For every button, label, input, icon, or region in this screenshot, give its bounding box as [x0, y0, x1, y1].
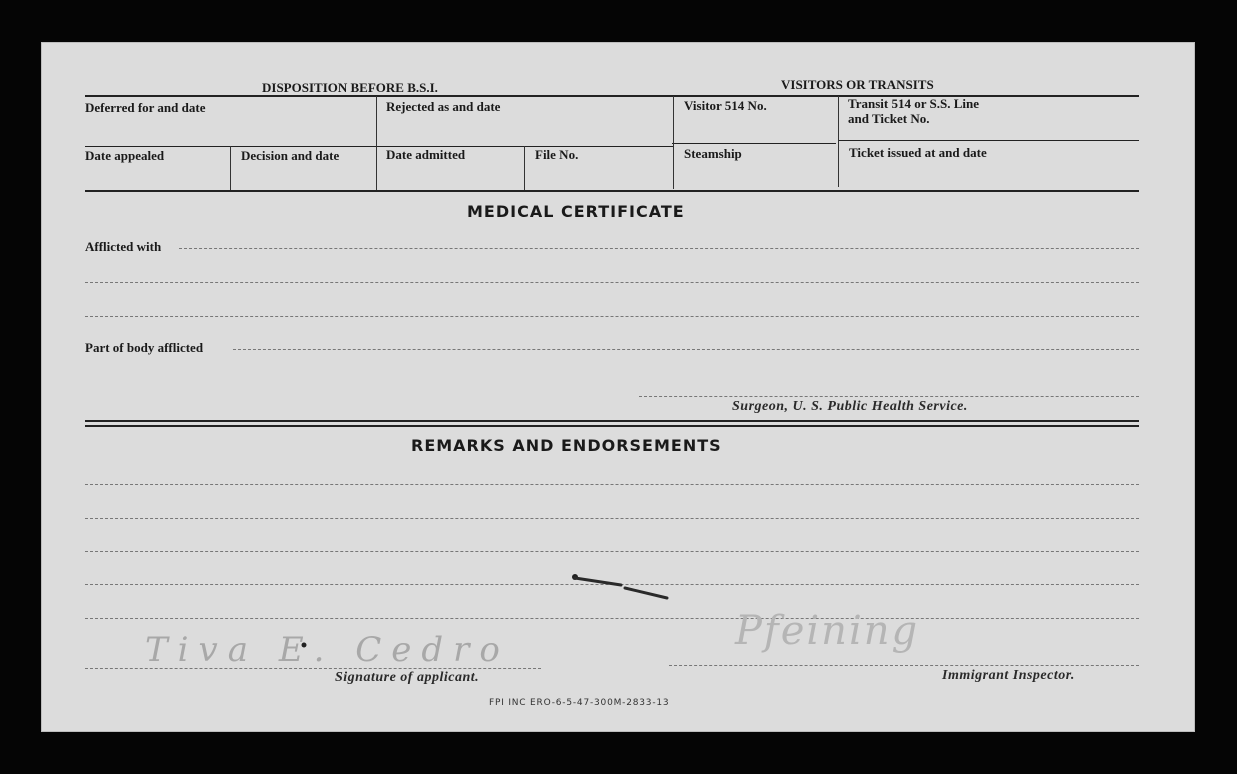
- column-divider-1: [376, 96, 377, 192]
- table-bottom-rule: [85, 190, 1139, 192]
- column-divider-4: [673, 96, 674, 189]
- top-rule: [85, 95, 1139, 97]
- remarks-line-3: [85, 551, 1139, 552]
- form-code: FPI INC ERO-6-5-47-300M-2833-13: [489, 698, 670, 708]
- decision-label: Decision and date: [241, 148, 340, 163]
- transit-label-line1: Transit 514 or S.S. Line: [848, 96, 979, 111]
- rejected-label: Rejected as and date: [386, 99, 501, 114]
- transit-label: [848, 96, 979, 126]
- immigration-card: [41, 42, 1195, 732]
- pen-mark: [569, 570, 673, 606]
- inspector-signature-line: [669, 665, 1139, 666]
- transit-label-line2: and Ticket No.: [848, 111, 930, 126]
- column-divider-5: [838, 96, 839, 187]
- steamship-label: Steamship: [684, 146, 742, 161]
- applicant-signature-label: Signature of applicant.: [335, 670, 480, 685]
- double-rule-bottom: [85, 425, 1139, 427]
- row-divider-left: [85, 146, 674, 147]
- remarks-line-2: [85, 518, 1139, 519]
- disposition-title: DISPOSITION BEFORE B.S.I.: [262, 80, 438, 95]
- afflicted-with-line: [179, 248, 1139, 249]
- column-divider-2: [230, 146, 231, 191]
- surgeon-signature-line: [639, 396, 1139, 397]
- part-of-body-label: Part of body afflicted: [85, 340, 204, 355]
- file-no-label: File No.: [535, 147, 579, 162]
- afflicted-line-2: [85, 282, 1139, 283]
- column-divider-3: [524, 146, 525, 191]
- ticket-issued-label: Ticket issued at and date: [849, 145, 987, 160]
- afflicted-line-3: [85, 316, 1139, 317]
- row-divider-transit: [838, 140, 1139, 141]
- part-of-body-line: [233, 349, 1139, 350]
- row-divider-visitor: [672, 143, 836, 144]
- deferred-label: Deferred for and date: [85, 100, 206, 115]
- inspector-signature-label: Immigrant Inspector.: [942, 668, 1075, 683]
- visitors-title: VISITORS OR TRANSITS: [781, 77, 934, 92]
- inspector-signature: Pfeining: [735, 608, 920, 654]
- double-rule-top: [85, 420, 1139, 422]
- medical-certificate-title: MEDICAL CERTIFICATE: [467, 202, 685, 221]
- remarks-line-5: [85, 618, 1139, 619]
- afflicted-with-label: Afflicted with: [85, 239, 162, 254]
- date-appealed-label: Date appealed: [85, 148, 165, 163]
- date-admitted-label: Date admitted: [386, 147, 466, 162]
- remarks-line-1: [85, 484, 1139, 485]
- remarks-title: REMARKS AND ENDORSEMENTS: [411, 436, 722, 455]
- visitor-label: Visitor 514 No.: [684, 98, 767, 113]
- applicant-signature: Tiva E. Cedro: [145, 630, 510, 670]
- surgeon-label: Surgeon, U. S. Public Health Service.: [732, 399, 968, 414]
